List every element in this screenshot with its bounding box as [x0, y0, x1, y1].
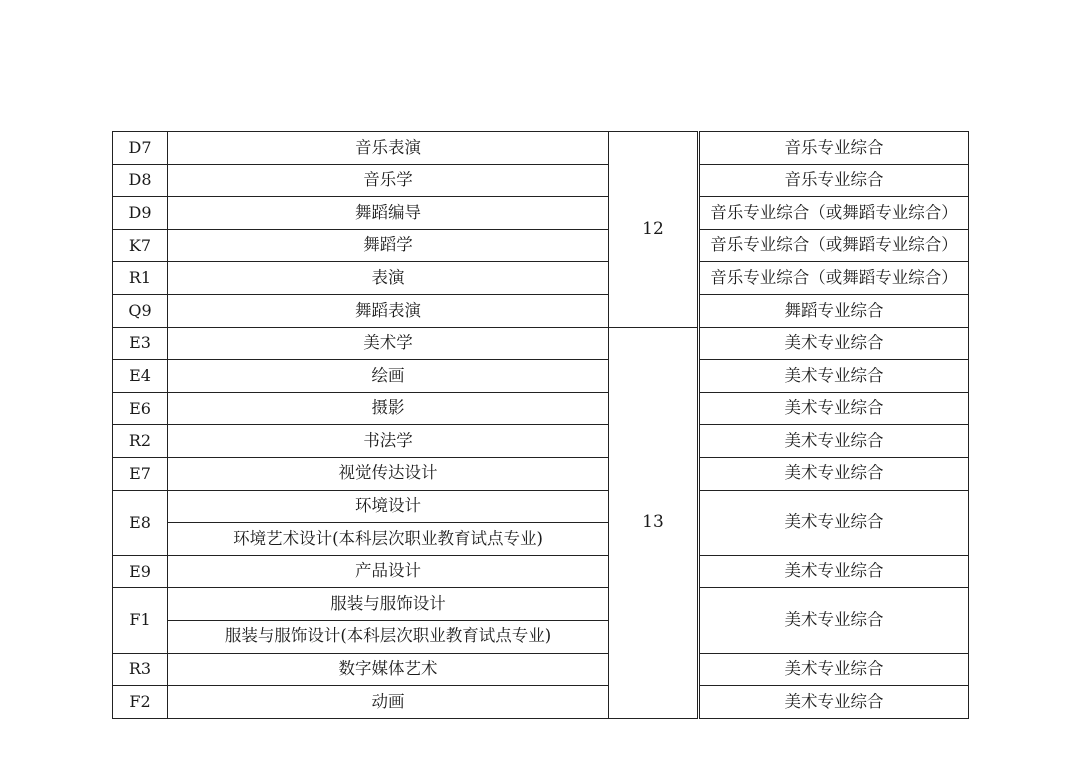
subject-code: R2 [113, 425, 168, 458]
subject-code: D7 [113, 132, 168, 165]
table-row [113, 425, 969, 458]
major-name: 环境艺术设计(本科层次职业教育试点专业) [168, 523, 609, 556]
subject-code: E3 [113, 327, 168, 360]
exam-subject: 美术专业综合 [700, 686, 969, 719]
subject-code: Q9 [113, 294, 168, 327]
exam-subject: 音乐专业综合（或舞蹈专业综合） [700, 197, 969, 230]
exam-subject: 美术专业综合 [700, 457, 969, 490]
major-name: 舞蹈表演 [168, 294, 609, 327]
exam-subject: 美术专业综合 [700, 588, 969, 653]
subject-code: D9 [113, 197, 168, 230]
subject-code: F2 [113, 686, 168, 719]
subject-code: E6 [113, 392, 168, 425]
subject-code: E4 [113, 360, 168, 393]
exam-subject: 美术专业综合 [700, 653, 969, 686]
exam-subject: 舞蹈专业综合 [700, 294, 969, 327]
group-code: 12 [609, 132, 698, 328]
subject-code: R1 [113, 262, 168, 295]
subject-table-page [112, 131, 968, 719]
major-name: 动画 [168, 686, 609, 719]
table-row [113, 686, 969, 719]
subject-code: R3 [113, 653, 168, 686]
exam-subject: 美术专业综合 [700, 490, 969, 555]
major-name: 视觉传达设计 [168, 457, 609, 490]
major-name: 服装与服饰设计(本科层次职业教育试点专业) [168, 620, 609, 653]
exam-subject: 美术专业综合 [700, 360, 969, 393]
table-row [113, 229, 969, 262]
subject-code: F1 [113, 588, 168, 653]
group-code: 13 [609, 327, 698, 718]
exam-subject: 美术专业综合 [700, 425, 969, 458]
major-name: 美术学 [168, 327, 609, 360]
table-row [113, 555, 969, 588]
exam-subject: 美术专业综合 [700, 392, 969, 425]
subject-table [112, 131, 969, 719]
table-row [113, 360, 969, 393]
exam-subject: 音乐专业综合 [700, 164, 969, 197]
major-name: 舞蹈学 [168, 229, 609, 262]
table-row [113, 262, 969, 295]
table-row [113, 327, 969, 360]
major-name: 舞蹈编导 [168, 197, 609, 230]
table-row [113, 490, 969, 523]
major-name: 表演 [168, 262, 609, 295]
subject-code: D8 [113, 164, 168, 197]
table-row [113, 294, 969, 327]
table-row [113, 164, 969, 197]
exam-subject: 音乐专业综合（或舞蹈专业综合） [700, 229, 969, 262]
table-row [113, 197, 969, 230]
exam-subject: 音乐专业综合（或舞蹈专业综合） [700, 262, 969, 295]
table-row [113, 653, 969, 686]
major-name: 环境设计 [168, 490, 609, 523]
major-name: 摄影 [168, 392, 609, 425]
exam-subject: 音乐专业综合 [700, 132, 969, 165]
exam-subject: 美术专业综合 [700, 555, 969, 588]
major-name: 服装与服饰设计 [168, 588, 609, 621]
subject-code: E7 [113, 457, 168, 490]
table-row [113, 457, 969, 490]
table-row [113, 132, 969, 165]
table-row [113, 392, 969, 425]
subject-code: K7 [113, 229, 168, 262]
subject-code: E9 [113, 555, 168, 588]
major-name: 产品设计 [168, 555, 609, 588]
major-name: 绘画 [168, 360, 609, 393]
major-name: 音乐表演 [168, 132, 609, 165]
subject-table-body [113, 132, 969, 719]
table-row [113, 588, 969, 621]
major-name: 书法学 [168, 425, 609, 458]
major-name: 音乐学 [168, 164, 609, 197]
exam-subject: 美术专业综合 [700, 327, 969, 360]
major-name: 数字媒体艺术 [168, 653, 609, 686]
subject-code: E8 [113, 490, 168, 555]
